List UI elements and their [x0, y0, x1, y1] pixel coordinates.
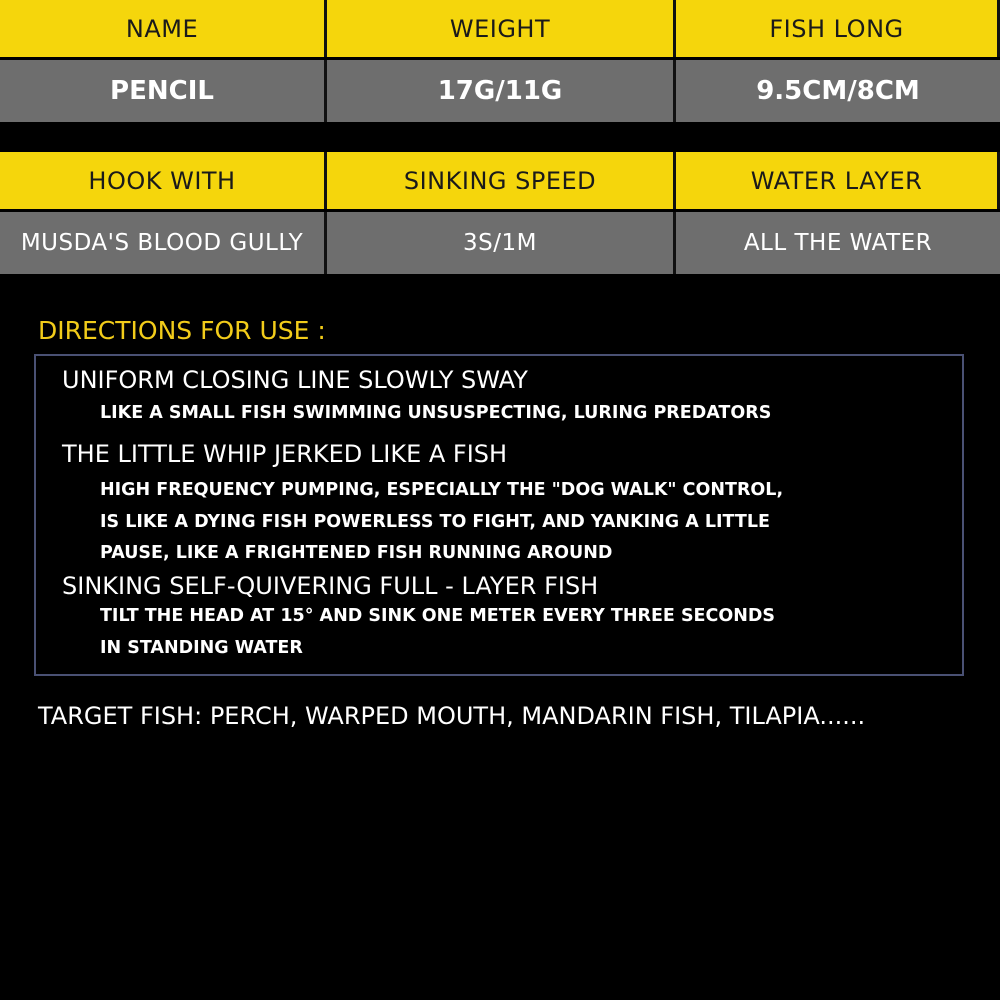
direction-line-1-1: LIKE A SMALL FISH SWIMMING UNSUSPECTING, LURING PREDATORS — [100, 403, 772, 423]
value-weight: 17G/11G — [327, 60, 676, 122]
direction-line-3-1: TILT THE HEAD AT 15° AND SINK ONE METER EVERY THREE SECONDS — [100, 606, 776, 626]
direction-heading-1: UNIFORM CLOSING LINE SLOWLY SWAY — [62, 366, 528, 394]
spec-table-2 — [0, 152, 1000, 274]
value-fish-long: 9.5CM/8CM — [676, 60, 1000, 122]
value-water-layer: ALL THE WATER — [676, 212, 1000, 274]
header-sinking-speed: SINKING SPEED — [327, 152, 676, 209]
direction-heading-3: SINKING SELF-QUIVERING FULL - LAYER FISH — [62, 572, 599, 600]
value-name: PENCIL — [0, 60, 327, 122]
header-hook-with: HOOK WITH — [0, 152, 327, 209]
direction-heading-2: THE LITTLE WHIP JERKED LIKE A FISH — [62, 440, 508, 468]
direction-line-2-1: HIGH FREQUENCY PUMPING, ESPECIALLY THE "DOG WALK" CONTROL, — [100, 480, 784, 500]
value-hook-with: MUSDA'S BLOOD GULLY — [0, 212, 327, 274]
spec-table-1 — [0, 0, 1000, 122]
direction-line-3-2: IN STANDING WATER — [100, 638, 303, 658]
header-name: NAME — [0, 0, 327, 57]
direction-line-2-3: PAUSE, LIKE A FRIGHTENED FISH RUNNING AROUND — [100, 543, 613, 563]
value-sinking-speed: 3S/1M — [327, 212, 676, 274]
header-weight: WEIGHT — [327, 0, 676, 57]
directions-title: DIRECTIONS FOR USE : — [38, 316, 326, 345]
header-water-layer: WATER LAYER — [676, 152, 1000, 209]
header-fish-long: FISH LONG — [676, 0, 1000, 57]
target-fish-text: TARGET FISH: PERCH, WARPED MOUTH, MANDARIN FISH, TILAPIA...... — [38, 702, 866, 730]
direction-line-2-2: IS LIKE A DYING FISH POWERLESS TO FIGHT, AND YANKING A LITTLE — [100, 512, 770, 532]
